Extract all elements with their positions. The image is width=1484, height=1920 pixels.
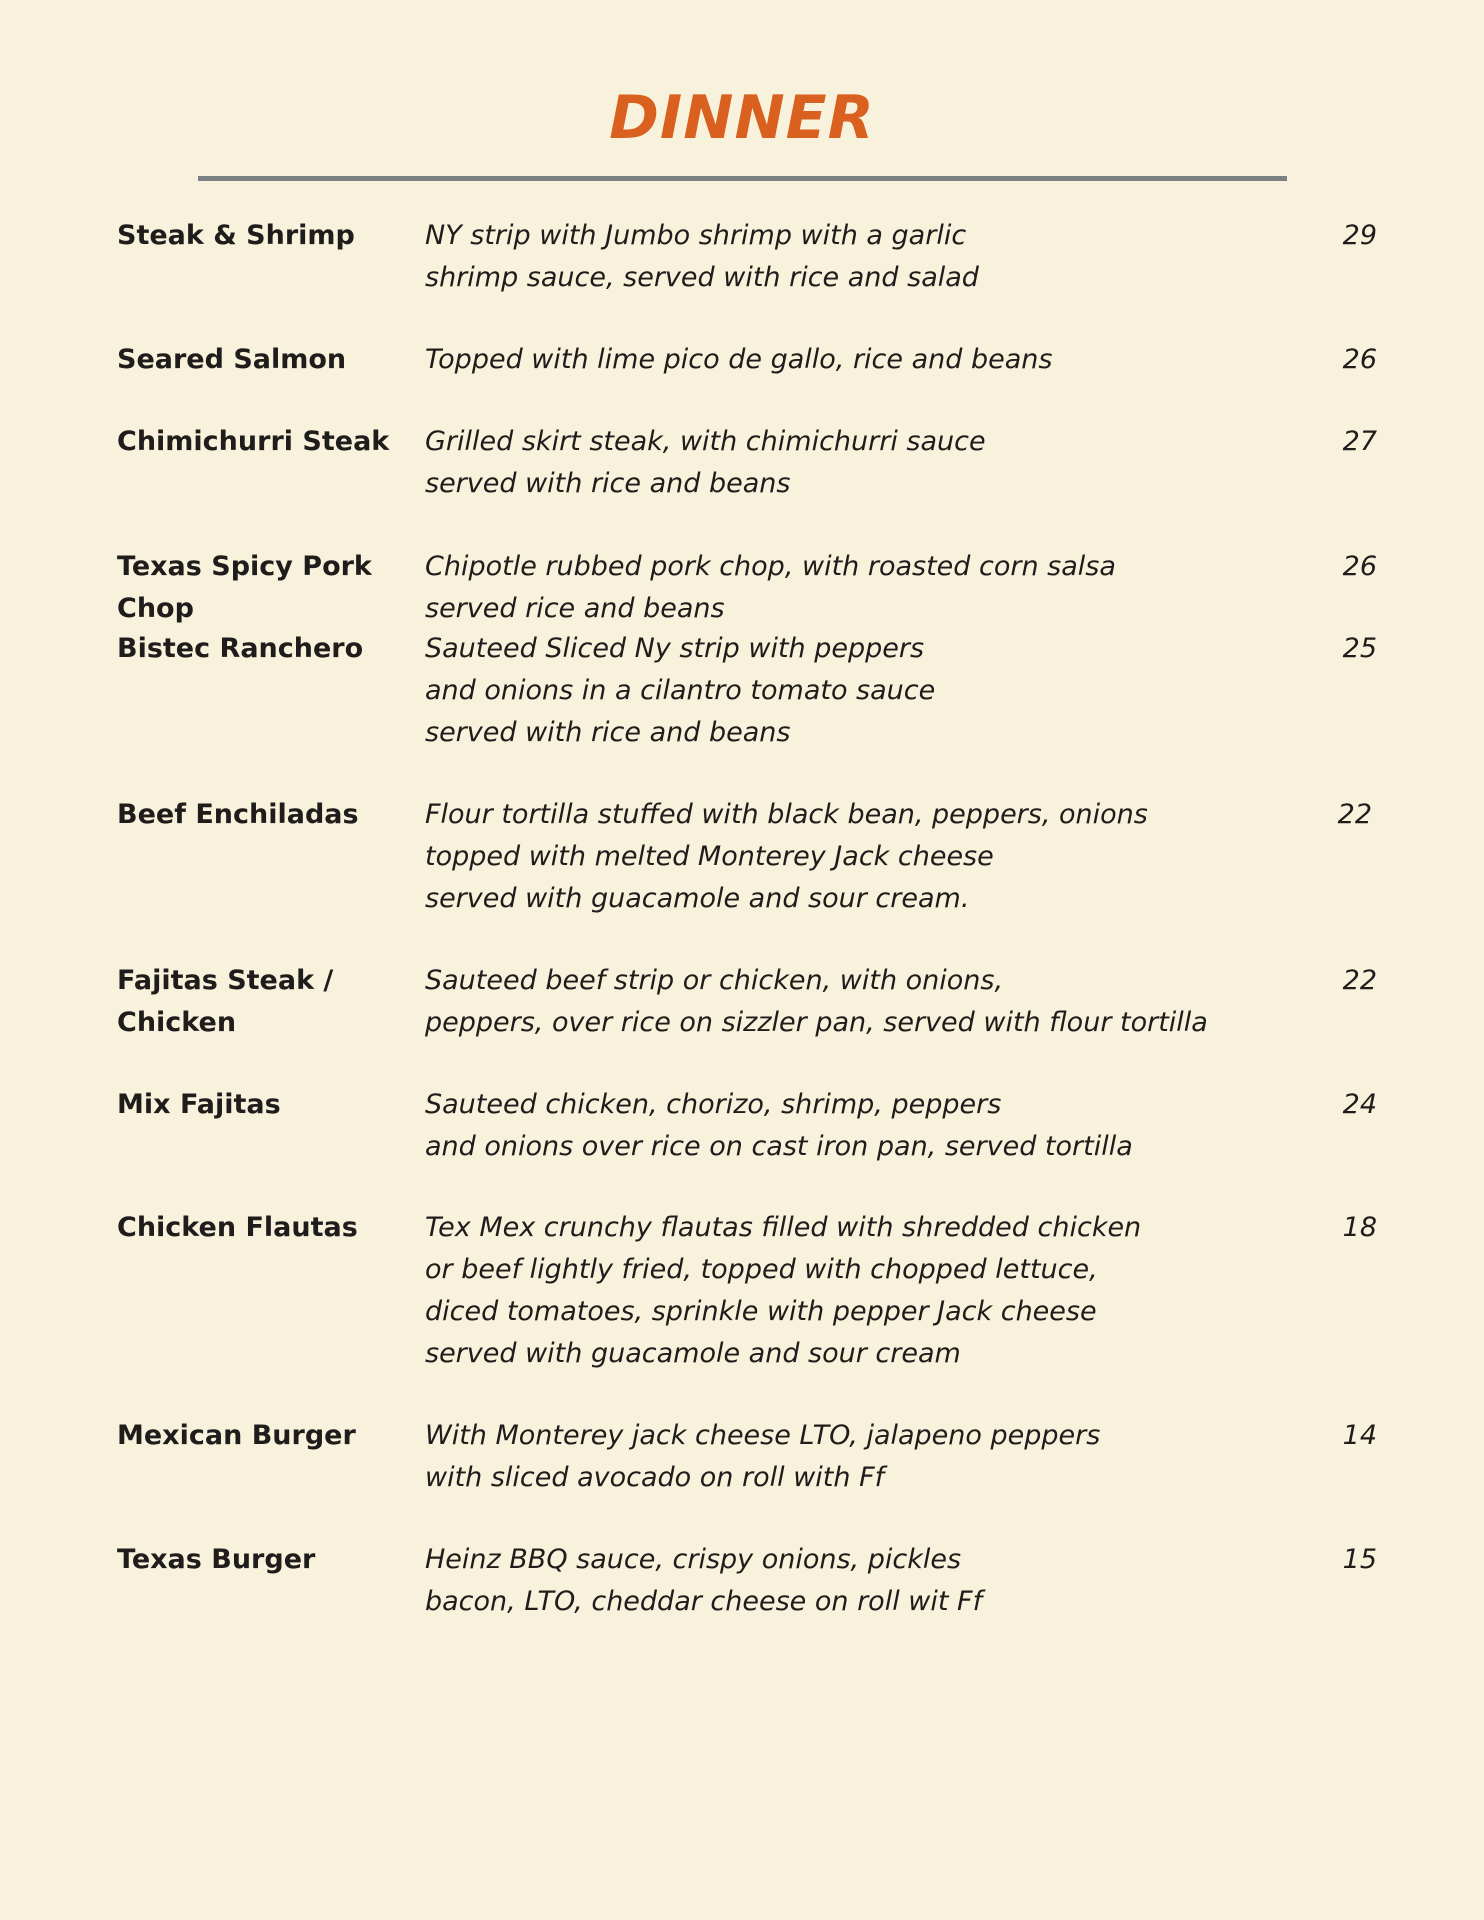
item-price: 14 bbox=[1342, 1420, 1377, 1451]
item-name: Bistec Ranchero bbox=[117, 633, 364, 664]
description-line: served with guacamole and sour cream. bbox=[425, 883, 970, 914]
item-description bbox=[425, 215, 1295, 299]
description-line: Sauteed chicken, chorizo, shrimp, peppers bbox=[425, 1089, 1002, 1120]
description-line: Grilled skirt steak, with chimichurri sauce bbox=[425, 426, 986, 457]
item-description bbox=[425, 1207, 1295, 1375]
description-line: shrimp sauce, served with rice and salad bbox=[425, 262, 979, 293]
item-name: Mix Fajitas bbox=[117, 1089, 281, 1120]
item-price: 15 bbox=[1342, 1544, 1377, 1575]
description-line: served rice and beans bbox=[425, 593, 725, 624]
description-line: served with rice and beans bbox=[425, 468, 791, 499]
item-price: 29 bbox=[1342, 220, 1377, 251]
description-line: served with guacamole and sour cream bbox=[425, 1338, 961, 1369]
description-line: Flour tortilla stuffed with black bean, peppers, onions bbox=[425, 799, 1148, 830]
title-divider bbox=[198, 176, 1287, 181]
description-line: diced tomatoes, sprinkle with pepper Jack cheese bbox=[425, 1296, 1097, 1327]
description-line: Topped with lime pico de gallo, rice and beans bbox=[425, 344, 1053, 375]
description-line: topped with melted Monterey Jack cheese bbox=[425, 841, 994, 872]
description-line: peppers, over rice on sizzler pan, served with flour tortilla bbox=[425, 1007, 1208, 1038]
item-description bbox=[425, 960, 1295, 1044]
item-name: Steak & Shrimp bbox=[117, 220, 355, 251]
item-price: 18 bbox=[1342, 1212, 1377, 1243]
item-name: Chicken Flautas bbox=[117, 1212, 358, 1243]
item-name: Seared Salmon bbox=[117, 344, 347, 375]
description-line: and onions over rice on cast iron pan, served tortilla bbox=[425, 1131, 1133, 1162]
item-price: 25 bbox=[1342, 633, 1377, 664]
description-line: served with rice and beans bbox=[425, 717, 791, 748]
description-line: Sauteed Sliced Ny strip with peppers bbox=[425, 633, 925, 664]
menu-title: DINNER bbox=[609, 83, 875, 153]
description-line: Sauteed beef strip or chicken, with onions, bbox=[425, 965, 1004, 996]
description-line: Heinz BBQ sauce, crispy onions, pickles bbox=[425, 1544, 962, 1575]
item-price: 22 bbox=[1342, 965, 1377, 996]
description-line: with sliced avocado on roll with Ff bbox=[425, 1462, 885, 1493]
description-line: Chipotle rubbed pork chop, with roasted corn salsa bbox=[425, 551, 1116, 582]
description-line: With Monterey jack cheese LTO, jalapeno peppers bbox=[425, 1420, 1101, 1451]
item-name: Chimichurri Steak bbox=[117, 426, 390, 457]
item-name: Mexican Burger bbox=[117, 1420, 356, 1451]
item-price: 26 bbox=[1342, 344, 1377, 375]
description-line: and onions in a cilantro tomato sauce bbox=[425, 675, 936, 706]
item-name: Fajitas Steak / Chicken bbox=[117, 965, 334, 1038]
item-description bbox=[425, 339, 1295, 381]
item-price: 22 bbox=[1337, 799, 1372, 830]
item-name: Texas Spicy Pork Chop bbox=[117, 551, 372, 624]
item-description bbox=[425, 421, 1295, 505]
item-description bbox=[425, 546, 1295, 630]
description-line: bacon, LTO, cheddar cheese on roll wit Ff bbox=[425, 1586, 983, 1617]
item-description bbox=[425, 1084, 1295, 1168]
item-name: Beef Enchiladas bbox=[117, 799, 359, 830]
item-price: 24 bbox=[1342, 1089, 1377, 1120]
description-line: or beef lightly fried, topped with chopped lettuce, bbox=[425, 1254, 1098, 1285]
item-name: Texas Burger bbox=[117, 1544, 316, 1575]
description-line: Tex Mex crunchy flautas filled with shredded chicken bbox=[425, 1212, 1142, 1243]
item-price: 26 bbox=[1342, 551, 1377, 582]
description-line: NY strip with Jumbo shrimp with a garlic bbox=[425, 220, 967, 251]
item-price: 27 bbox=[1342, 426, 1377, 457]
item-description bbox=[425, 1539, 1295, 1623]
item-description bbox=[425, 794, 1295, 920]
item-description bbox=[425, 1415, 1295, 1499]
item-description bbox=[425, 628, 1295, 754]
